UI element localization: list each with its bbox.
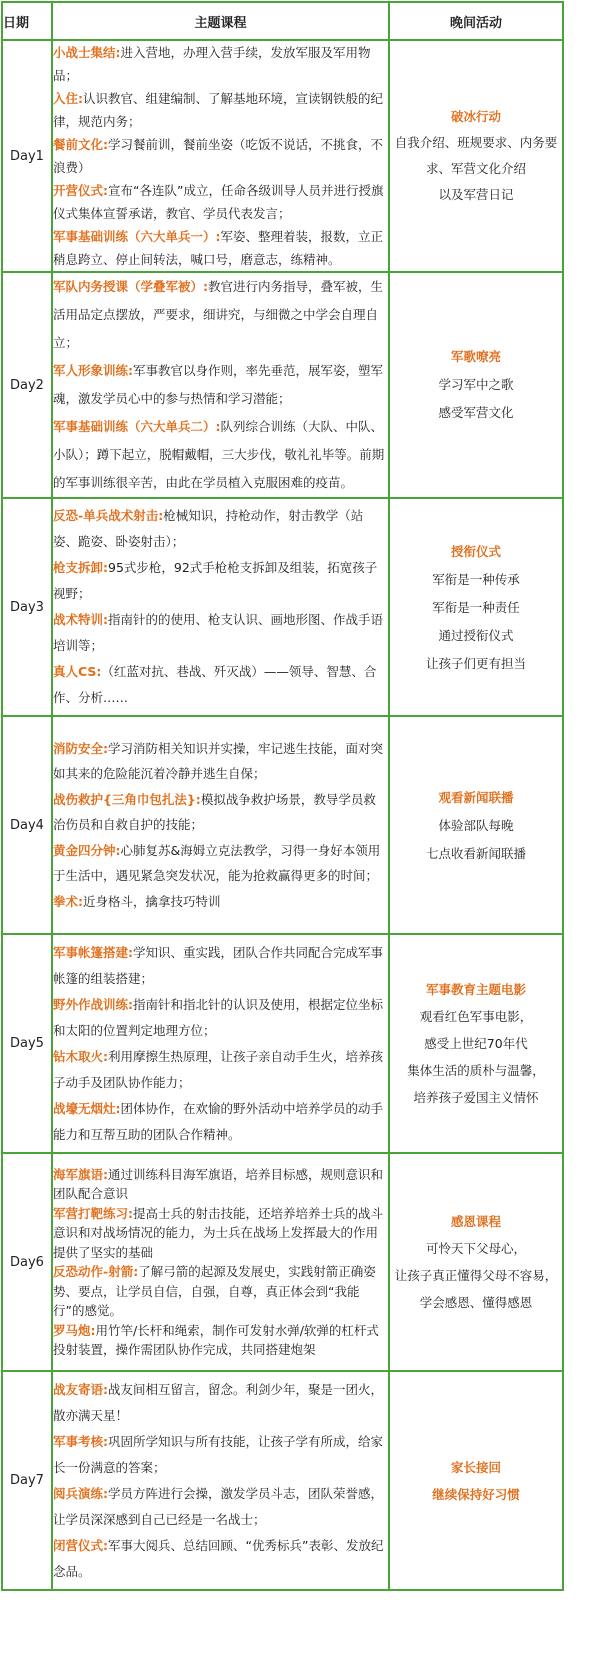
course-item-text: 教官进行内务指导，叠军被，生活用品定点摆放，严要求，细讲究，与细微之中学会自理自立；: [53, 279, 384, 350]
evening-cell: [389, 40, 563, 272]
course-item-label: 小战士集结:: [53, 45, 121, 60]
evening-line: 可怜天下父母心，: [425, 1241, 526, 1256]
course-item: [53, 503, 388, 555]
course-item: [53, 1262, 388, 1321]
course-item-text: 军姿、整理着装，报数，立正稍息跨立、停止间转法，喊口号，磨意志，练精神。: [53, 229, 384, 267]
header-evening: 晚间活动: [389, 2, 563, 40]
evening-line: 观看红色军事电影，: [419, 1009, 533, 1024]
course-item-label: 反恐-单兵战术射击:: [53, 508, 164, 523]
course-item-label: 军人形象训练:: [53, 363, 133, 378]
header-course: 主题课程: [52, 2, 389, 40]
day-row: [2, 40, 563, 272]
course-item-text: 用竹竿/长杆和绳索，制作可发射水弹/软弹的杠杆式投射装置，操作需团队协作完成，共同搭建炮架: [53, 1322, 379, 1357]
course-item: [53, 1533, 388, 1585]
course-item: [53, 1165, 388, 1204]
evening-line: 培养孩子爱国主义情怀: [413, 1090, 539, 1105]
evening-title: 军歌嘹亮: [450, 349, 501, 364]
course-item: [53, 87, 388, 133]
evening-line: 让孩子们更有担当: [425, 655, 526, 671]
course-cell: [52, 498, 389, 716]
course-item-text: 团体协作，在欢愉的野外活动中培养学员的动手能力和互帮互助的团队合作精神。: [53, 1100, 384, 1142]
course-item-text: 通过训练科目海军旗语，培养目标感，规则意识和团队配合意识: [53, 1166, 384, 1201]
course-item-label: 战壕无烟灶:: [53, 1100, 121, 1116]
day-row: [2, 934, 563, 1153]
course-item: [53, 659, 388, 711]
evening-title: 感恩课程: [450, 1214, 501, 1229]
day-label: Day2: [2, 272, 52, 498]
evening-line: 感受上世纪70年代: [424, 1036, 528, 1051]
course-item-text: 近身格斗，擒拿技巧特训: [83, 893, 221, 909]
course-item-label: 入住:: [53, 91, 83, 106]
evening-line: 学会感恩、懂得感恩: [419, 1295, 533, 1310]
course-item-text: 军事大阅兵、总结回顾、“优秀标兵”表彰、发放纪念品。: [53, 1537, 384, 1579]
course-item-text: 枪械知识，持枪动作，射击教学（站姿、跪姿、卧姿射击）；: [53, 508, 364, 549]
evening-line: 让孩子真正懂得父母不容易，: [394, 1268, 558, 1283]
course-item: [53, 273, 388, 357]
course-item-label: 战友寄语:: [53, 1381, 108, 1397]
course-item-label: 开营仪式:: [53, 183, 108, 198]
course-item: [53, 607, 388, 659]
day-row: [2, 716, 563, 934]
day-row: [2, 1153, 563, 1371]
course-cell: [52, 1153, 389, 1371]
course-item-text: 宣布“各连队”成立，任命各级训导人员并进行授旗仪式集体宣誓承诺，教官、学员代表发言；: [53, 183, 384, 221]
evening-line: 集体生活的质朴与温馨，: [407, 1063, 545, 1078]
course-item-text: 学员方阵进行会操，激发学员斗志，团队荣誉感，让学员深深感到自己已经是一名战士；: [53, 1485, 384, 1527]
course-item-text: 学习餐前训，餐前坐姿（吃饭不说话，不挑食，不浪费）: [53, 137, 384, 175]
day-row: [2, 498, 563, 716]
course-item-text: 战友间相互留言，留念。利剑少年，聚是一团火，散亦满天星！: [53, 1381, 384, 1423]
course-item: [53, 992, 388, 1044]
evening-cell: [389, 498, 563, 716]
evening-cell: [389, 272, 563, 498]
course-item: [53, 736, 388, 787]
evening-line: 七点收看新闻联播: [425, 845, 526, 861]
header-row: [2, 2, 563, 40]
evening-cell: [389, 716, 563, 934]
course-item: [53, 1481, 388, 1533]
schedule-body: [2, 40, 563, 1590]
course-item-label: 黄金四分钟:: [53, 842, 121, 858]
evening-line: 继续保持好习惯: [432, 1486, 520, 1502]
course-item-label: 军事考核:: [53, 1433, 108, 1449]
day-label: Day3: [2, 498, 52, 716]
course-item-text: 指南针的的使用、枪支认识、画地形图、作战手语培训等；: [53, 612, 384, 653]
course-item-label: 野外作战训练:: [53, 996, 133, 1012]
course-item: [53, 357, 388, 413]
course-item: [53, 179, 388, 225]
course-item: [53, 413, 388, 497]
course-item-label: 战术特训:: [53, 612, 108, 627]
day-label: Day1: [2, 40, 52, 272]
course-item-label: 拳术:: [53, 893, 83, 909]
course-item: [53, 1044, 388, 1096]
evening-line: 通过授衔仪式: [438, 627, 514, 643]
course-item-label: 钻木取火:: [53, 1048, 108, 1064]
evening-line: 军衔是一种责任: [432, 599, 520, 615]
course-item-label: 军事基础训练（六大单兵一）:: [53, 229, 221, 244]
course-item-text: 学习消防相关知识并实操，牢记逃生技能，面对突如其来的危险能沉着冷静并逃生自保；: [53, 740, 384, 782]
day-label: Day5: [2, 934, 52, 1153]
evening-cell: [389, 1153, 563, 1371]
course-item-text: 军事教官以身作则，率先垂范，展军姿，塑军魂，激发学员心中的参与热情和学习潜能；: [53, 363, 384, 406]
course-item-text: 认识教官、组建编制、了解基地环境，宣读钢铁般的纪律，规范内务；: [53, 91, 384, 129]
camp-schedule-table: [1, 1, 564, 1591]
course-item: [53, 1096, 388, 1148]
evening-line: 学习军中之歌: [438, 377, 514, 392]
course-item-label: 枪支拆卸:: [53, 560, 108, 575]
day-label: Day7: [2, 1371, 52, 1590]
evening-title: 授衔仪式: [450, 543, 501, 559]
course-item-text: 利用摩擦生热原理，让孩子亲自动手生火，培养孩子动手及团队协作能力；: [53, 1048, 384, 1090]
evening-title: 军事教育主题电影: [425, 982, 526, 997]
course-cell: [52, 40, 389, 272]
course-item-text: 进入营地，办理入营手续，发放军服及军用物品；: [53, 45, 371, 83]
course-item: [53, 838, 388, 889]
course-item: [53, 1321, 388, 1360]
course-item: [53, 133, 388, 179]
evening-line: 体验部队每晚: [438, 817, 514, 833]
course-item-label: 军营打靶练习:: [53, 1205, 133, 1221]
course-item: [53, 889, 388, 915]
course-item-label: 战伤救护{三角巾包扎法}:: [53, 791, 201, 807]
course-item-text: 队列综合训练（大队、中队、小队）；蹲下起立，脱帽戴帽，三大步伐，敬礼礼毕等。前期的军事训练很辛苦，由此在学员植入克服困难的疫苗。: [53, 419, 385, 490]
course-item-text: 提高士兵的射击技能，还培养培养士兵的战斗意识和对战场情况的能力，为士兵在战场上发挥最大的作用提供了坚实的基础: [53, 1205, 384, 1260]
evening-title: 家长接回: [450, 1459, 501, 1475]
day-row: [2, 272, 563, 498]
course-cell: [52, 934, 389, 1153]
day-label: Day6: [2, 1153, 52, 1371]
evening-cell: [389, 1371, 563, 1590]
course-item-label: 阅兵演练:: [53, 1485, 108, 1501]
course-item: [53, 1204, 388, 1263]
day-row: [2, 1371, 563, 1590]
course-item-text: （红蓝对抗、巷战、歼灭战）——领导、智慧、合作、分析……: [53, 664, 377, 705]
evening-line: 感受军营文化: [438, 405, 514, 420]
course-item-text: 模拟战争救护场景，教导学员救治伤员和自救自护的技能；: [53, 791, 376, 833]
course-item-text: 学知识、重实践，团队合作共同配合完成军事帐篷的组装搭建；: [53, 944, 384, 986]
course-cell: [52, 716, 389, 934]
course-item-text: 了解弓箭的起源及发展史，实践射箭正确姿势、要点，让学员自信，自强，自尊，真正体会到“我能行”的感觉。: [53, 1264, 376, 1318]
evening-line: 自我介绍、班规要求、内务要求、军营文化介绍: [394, 135, 558, 176]
course-cell: [52, 1371, 389, 1590]
course-item: [53, 1377, 388, 1429]
course-item: [53, 940, 388, 992]
course-item: [53, 555, 388, 607]
course-item: [53, 41, 388, 87]
course-item: [53, 1429, 388, 1481]
course-item-label: 真人CS:: [53, 664, 102, 679]
header-day: 日期: [2, 2, 52, 40]
evening-title: 观看新闻联播: [438, 789, 514, 805]
course-item-text: 心肺复苏&海姆立克法教学，习得一身好本领用于生活中，遇见紧急突发状况，能为抢救赢得更多的时间；: [53, 842, 381, 884]
course-item: [53, 225, 388, 271]
evening-cell: [389, 934, 563, 1153]
course-item-label: 反恐动作-射箭:: [53, 1264, 139, 1279]
course-item-label: 罗马炮:: [53, 1322, 96, 1338]
course-item-label: 军队内务授课（学叠军被）:: [53, 279, 208, 294]
course-item-text: 95式步枪，92式手枪枪支拆卸及组装，拓宽孩子视野；: [53, 560, 378, 601]
evening-line: 以及军营日记: [438, 187, 514, 202]
course-item-label: 餐前文化:: [53, 137, 108, 152]
course-item: [53, 787, 388, 838]
course-cell: [52, 272, 389, 498]
course-item-label: 军事帐篷搭建:: [53, 944, 133, 960]
course-item-label: 闭营仪式:: [53, 1537, 108, 1553]
course-item-label: 军事基础训练（六大单兵二）:: [53, 419, 221, 434]
evening-line: 军衔是一种传承: [432, 571, 520, 587]
day-label: Day4: [2, 716, 52, 934]
course-item-label: 消防安全:: [53, 740, 108, 756]
evening-title: 破冰行动: [450, 109, 501, 124]
course-item-label: 海军旗语:: [53, 1166, 108, 1182]
course-item-text: 指南针和指北针的认识及使用，根据定位坐标和太阳的位置判定地理方位；: [53, 996, 384, 1038]
course-item-text: 巩固所学知识与所有技能，让孩子学有所成，给家长一份满意的答案；: [53, 1433, 384, 1475]
